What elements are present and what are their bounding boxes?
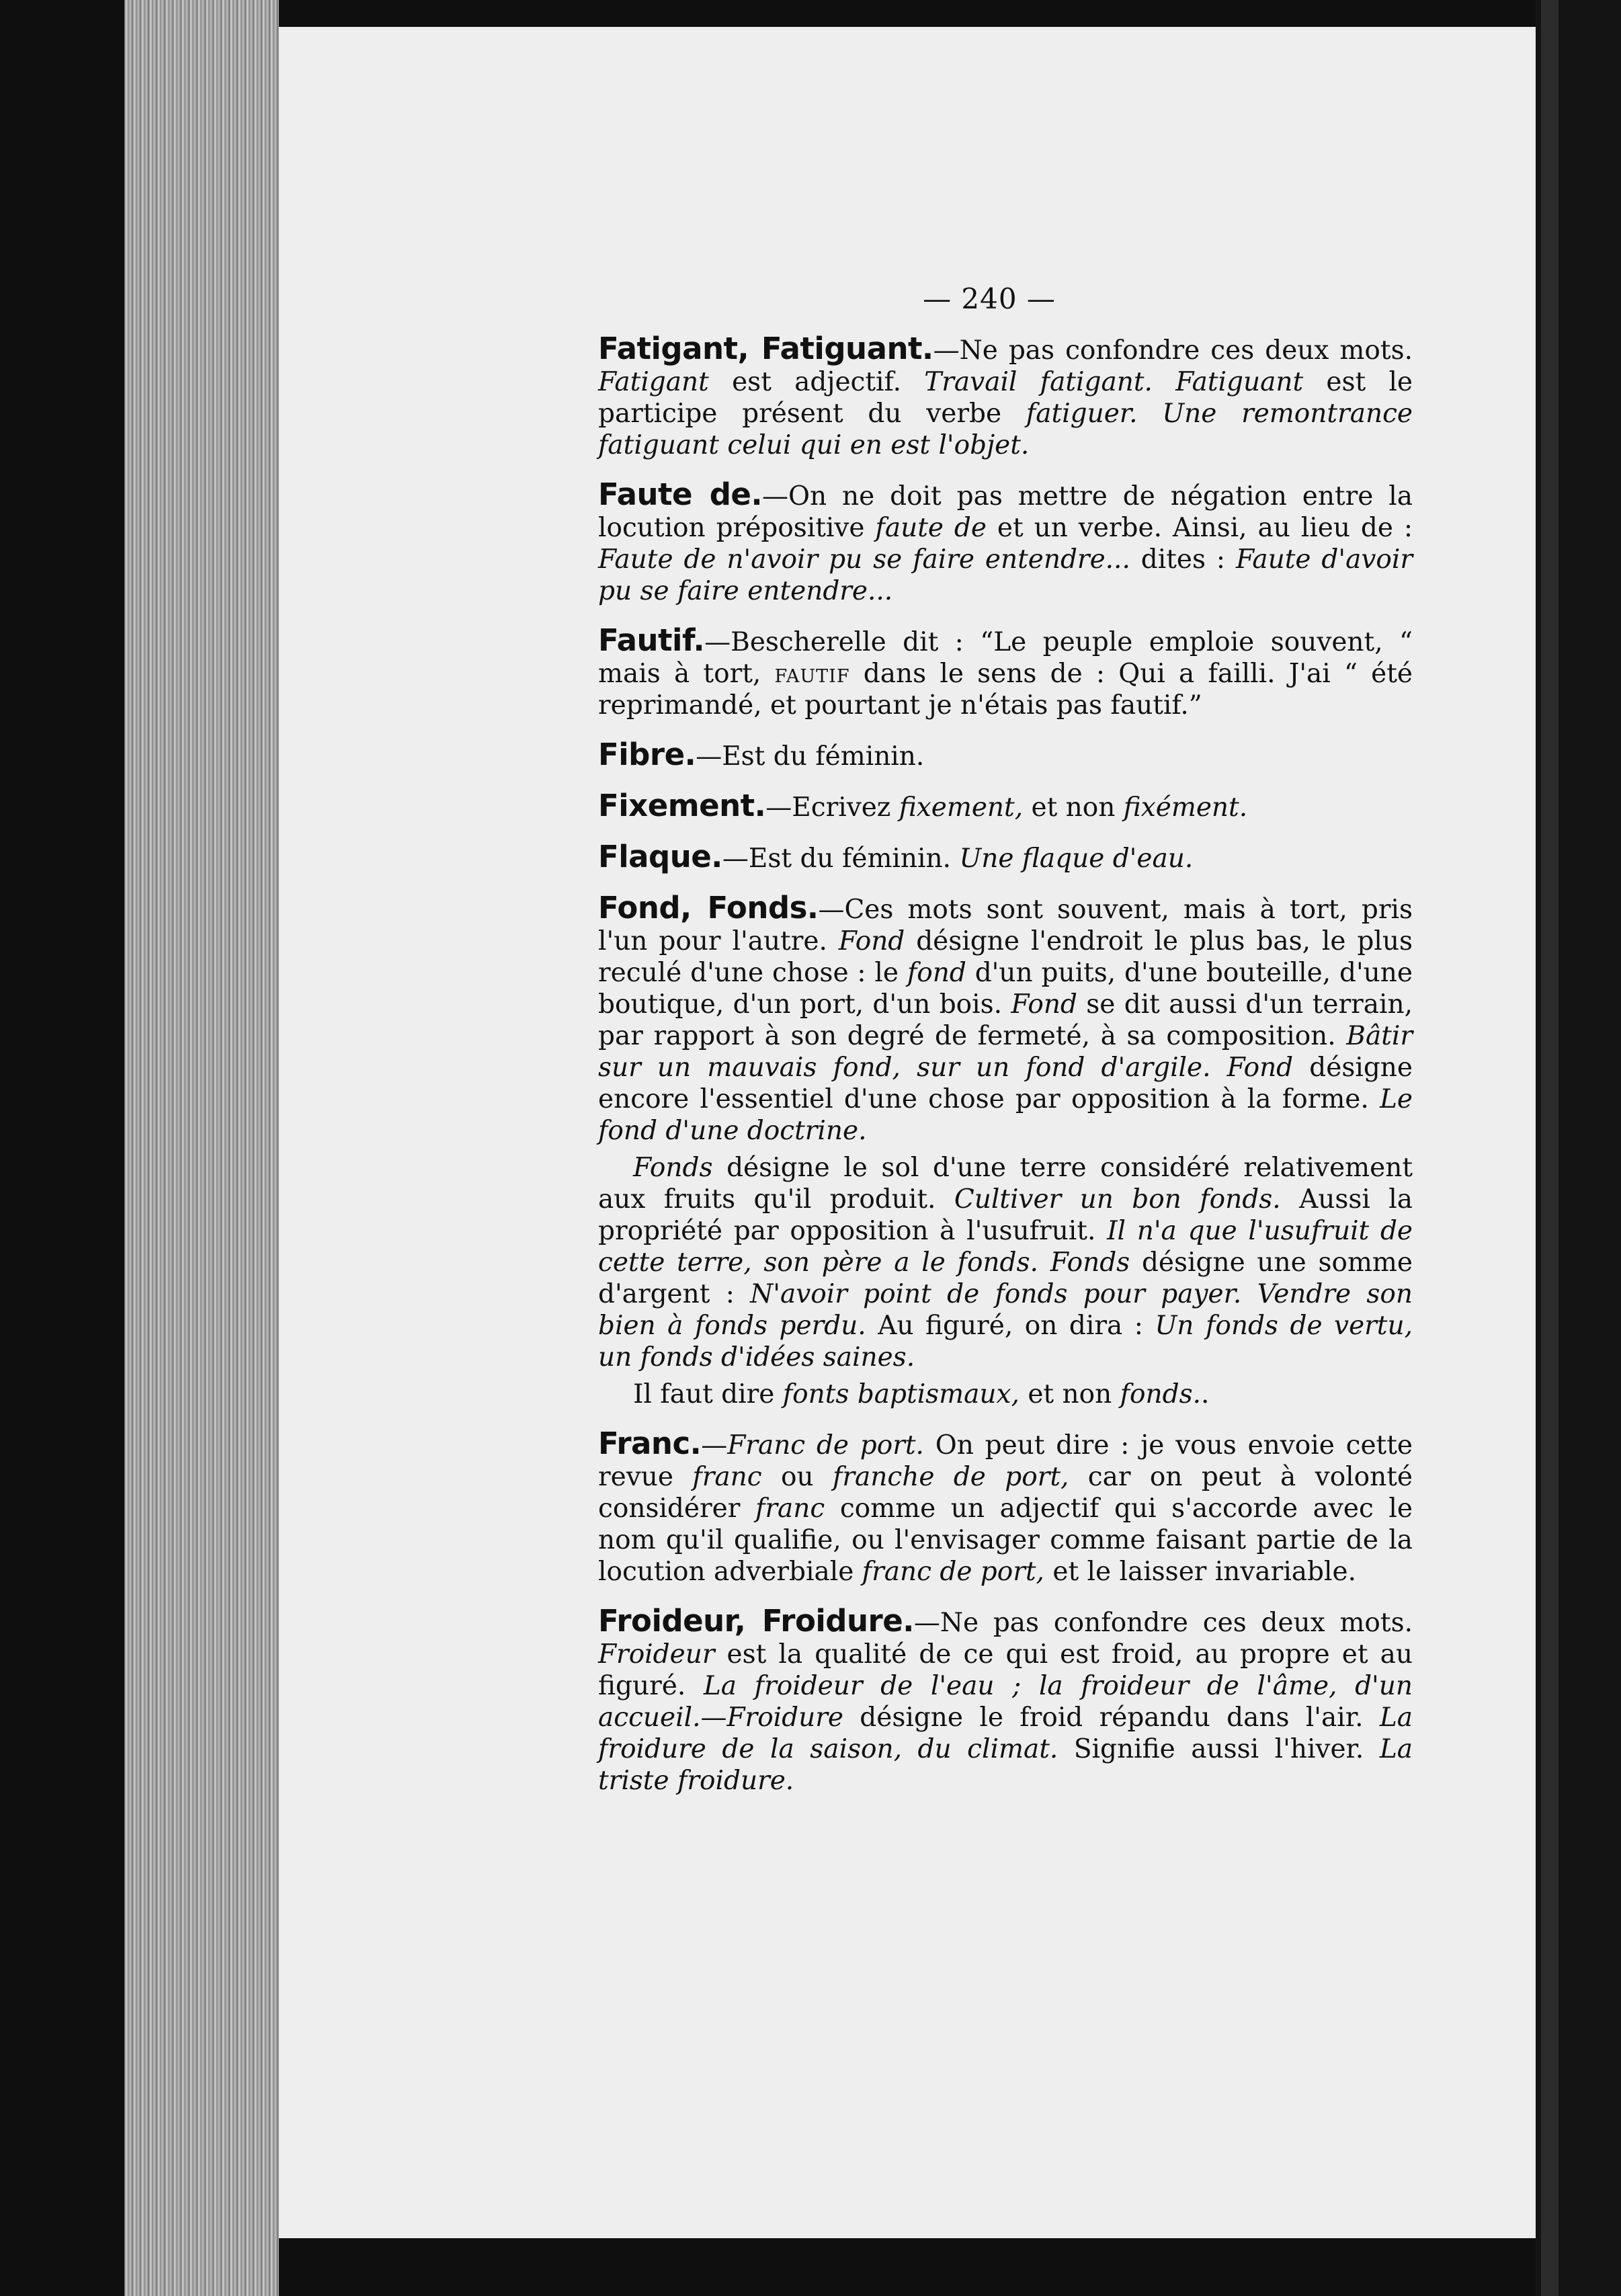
entry-paragraph [566, 1152, 1413, 1373]
entry-text: Fonds [633, 1153, 713, 1183]
entry-text: Faute d'avoir pu se faire entendre... [598, 544, 1413, 606]
page-content [566, 282, 1413, 1814]
entry-text: — [701, 1430, 728, 1461]
entry-text: Fonds [1050, 1247, 1130, 1278]
entry-faute-de [566, 479, 1413, 607]
entry-text: N'avoir point de fonds pour payer. [750, 1279, 1242, 1309]
dictionary-entries [566, 333, 1413, 1797]
entry-text: —Ces mots sont souvent, mais à tort, pris l'un pour l'autre. [598, 895, 1413, 956]
entry-text: Il faut dire [633, 1379, 783, 1409]
entry-text: désigne le froid répandu dans l'air. [843, 1703, 1380, 1733]
entry-text: —Bescherelle dit : “Le peuple emploie souvent, “ mais à tort, [598, 627, 1413, 689]
entry-text: fatiguer. [1026, 399, 1138, 429]
entry-text: fonds. [1120, 1379, 1202, 1409]
entry-text: —On ne doit pas mettre de négation entre la locution prépositive [598, 481, 1413, 543]
page-number: — 240 — [923, 282, 1056, 315]
entry-text: Franc de port. [727, 1430, 924, 1461]
entry-fautif [566, 624, 1413, 721]
entry-fibre [566, 739, 1413, 772]
entry-text: Fatiguant [1175, 367, 1304, 397]
entry-text: ou [761, 1462, 833, 1492]
entry-text: franc de port, [862, 1557, 1044, 1587]
entry-text: Vendre son bien à fonds perdu. [598, 1279, 1413, 1341]
entry-text: Le fond d'une doctrine. [598, 1084, 1413, 1146]
entry-text: et non [1019, 1379, 1120, 1409]
entry-text: d'un puits, d'une bouteille, d'une boutique, d'un port, d'un bois. [598, 958, 1413, 1020]
entry-text: Un fonds de vertu, un fonds d'idées saines. [598, 1311, 1413, 1372]
entry-text: faute de [875, 513, 987, 543]
entry-paragraph [566, 1379, 1413, 1410]
entry-text: —Est du féminin. [696, 741, 925, 772]
entry-text: La triste froidure. [598, 1734, 1413, 1796]
entry-text: dans le sens de : Qui a failli. J'ai “ été reprimandé, et pourtant je n'étais pas fautif.” [598, 659, 1413, 721]
entry-text [1138, 399, 1163, 429]
entry-paragraph [566, 790, 1413, 823]
entry-text: —Ne pas confondre ces deux mots. [933, 335, 1413, 366]
entry-text: et un verbe. Ainsi, au lieu de : [986, 513, 1413, 543]
entry-headword: Fautif. [598, 622, 705, 658]
entry-text: Une flaque d'eau. [959, 844, 1194, 874]
entry-fond [566, 892, 1413, 1410]
entry-text: Au figuré, on dira : [866, 1311, 1155, 1341]
entry-text: franc [692, 1462, 762, 1492]
entry-text: est le participe présent du verbe [598, 367, 1413, 429]
entry-text [1241, 1279, 1257, 1309]
entry-text: Il n'a que l'usufruit de cette terre, son père a le fonds. [598, 1216, 1413, 1278]
entry-text: fond [907, 958, 966, 988]
entry-headword: Fixement. [598, 788, 766, 823]
entry-text: —Ecrivez [765, 792, 899, 823]
entry-text: On peut dire : je vous envoie cette revue [598, 1430, 1413, 1492]
entry-text: Froideur [598, 1639, 715, 1670]
entry-text: Fond [1227, 1053, 1294, 1083]
book-page-edges [124, 0, 279, 2296]
entry-headword: Froideur, Froidure. [598, 1603, 914, 1639]
entry-paragraph [566, 1605, 1413, 1797]
book-gutter [1536, 0, 1621, 2296]
entry-headword: Fatigant, Fatiguant. [598, 331, 933, 366]
entry-text: désigne l'endroit le plus bas, le plus reculé d'une chose : le [598, 926, 1413, 988]
entry-headword: Fond, Fonds. [598, 890, 819, 926]
entry-text: —Ne pas confondre ces deux mots. [913, 1608, 1413, 1638]
entry-text: dites : [1130, 544, 1236, 575]
entry-paragraph [566, 892, 1413, 1147]
entry-text: désigne une somme d'argent : [598, 1247, 1413, 1309]
entry-text: franc [755, 1493, 825, 1524]
entry-headword: Fibre. [598, 737, 696, 772]
entry-franc [566, 1428, 1413, 1588]
entry-text: et non [1023, 792, 1124, 823]
entry-text: franche de port, [832, 1462, 1069, 1492]
entry-text: fixement, [899, 792, 1024, 823]
entry-text [1211, 1053, 1227, 1083]
entry-text: et le laisser invariable. [1044, 1557, 1356, 1587]
entry-text [1153, 367, 1175, 397]
entry-text: fautif [774, 659, 850, 689]
entry-paragraph [566, 841, 1413, 874]
entry-text: Travail fatigant. [924, 367, 1153, 397]
entry-text: Aussi la propriété par opposition à l'usufruit. [598, 1184, 1413, 1246]
entry-paragraph [566, 1428, 1413, 1588]
entry-headword: Franc. [598, 1426, 702, 1461]
entry-text: comme un adjectif qui s'accorde avec le nom qu'il qualifie, ou l'envisager comme faisant partie de la locution adverbiale [598, 1493, 1413, 1587]
entry-text: est adjectif. [708, 367, 925, 397]
entry-paragraph [566, 739, 1413, 772]
entry-text: Signifie aussi l'hiver. [1058, 1734, 1380, 1764]
entry-text: fonts baptismaux, [782, 1379, 1020, 1409]
entry-text: Faute de n'avoir pu se faire entendre... [598, 544, 1130, 575]
entry-text: —Est du féminin. [722, 844, 960, 874]
entry-text: Fond [1011, 989, 1077, 1020]
entry-text: . [1201, 1379, 1210, 1409]
entry-text: La froidure de la saison, du climat. [598, 1703, 1413, 1764]
entry-text: se dit aussi d'un terrain, par rapport à son degré de fermeté, à sa composition. [598, 989, 1413, 1051]
entry-text: Fond [838, 926, 905, 956]
entry-text: désigne encore l'essentiel d'une chose par opposition à la forme. [598, 1053, 1413, 1114]
entry-text: Une remontrance fatiguant celui qui en est l'objet. [598, 399, 1413, 460]
entry-headword: Flaque. [598, 839, 722, 874]
entry-text: Bâtir sur un mauvais fond, sur un fond d'argile. [598, 1021, 1413, 1083]
entry-flaque [566, 841, 1413, 874]
entry-text: car on peut à volonté considérer [598, 1462, 1413, 1524]
entry-paragraph [566, 333, 1413, 461]
entry-text: — [700, 1703, 727, 1733]
entry-text [1038, 1247, 1050, 1278]
entry-headword: Faute de. [598, 477, 763, 512]
entry-froideur [566, 1605, 1413, 1797]
entry-paragraph [566, 624, 1413, 721]
entry-fixement [566, 790, 1413, 823]
entry-text: fixément. [1123, 792, 1248, 823]
entry-text: La froideur de l'eau ; la froideur de l'âme, d'un accueil. [598, 1671, 1413, 1733]
entry-text: est la qualité de ce qui est froid, au propre et au figuré. [598, 1639, 1413, 1701]
entry-paragraph [566, 479, 1413, 607]
entry-text: Cultiver un bon fonds. [954, 1184, 1281, 1215]
entry-text: désigne le sol d'une terre considéré relativement aux fruits qu'il produit. [598, 1153, 1413, 1215]
entry-fatigant [566, 333, 1413, 461]
entry-text: Froidure [726, 1703, 843, 1733]
entry-text: Fatigant [598, 367, 709, 397]
